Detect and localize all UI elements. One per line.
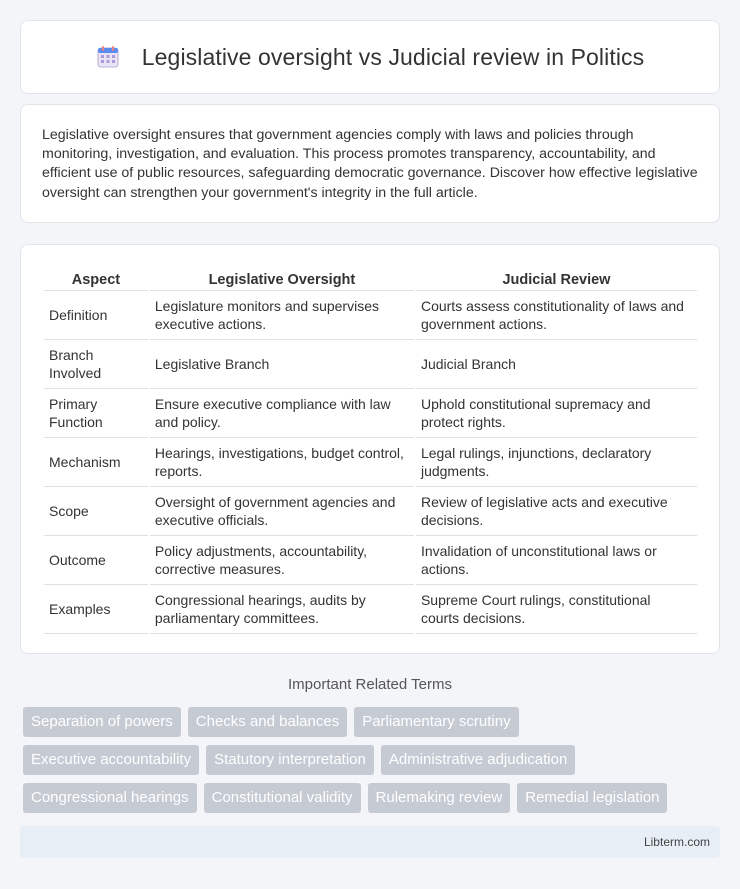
header-card [20, 20, 720, 94]
tag-administrative-adjudication[interactable]: Administrative adjudication [381, 745, 575, 775]
row-legislative-cell: Legislature monitors and supervises executive actions. [150, 291, 414, 340]
tag-congressional-hearings[interactable]: Congressional hearings [23, 783, 197, 813]
row-judicial-cell: Judicial Branch [416, 340, 697, 389]
row-aspect-cell: Definition [44, 291, 148, 340]
row-judicial-cell: Review of legislative acts and executive decisions. [416, 487, 697, 536]
row-aspect-cell: Mechanism [44, 438, 148, 487]
tag-parliamentary-scrutiny[interactable]: Parliamentary scrutiny [354, 707, 518, 737]
row-judicial-cell: Uphold constitutional supremacy and protect rights. [416, 389, 697, 438]
table-row [44, 389, 697, 438]
intro-text: Legislative oversight ensures that government agencies comply with laws and policies through monitoring, investigation, and evaluation. This process promotes transparency, accountability, and efficient use of public resources, safeguarding democratic governance. Discover how effective legislative oversight can strengthen your government's integrity in the full article. [42, 127, 698, 201]
row-legislative-cell: Hearings, investigations, budget control, reports. [150, 438, 414, 487]
row-aspect-cell: Branch Involved [44, 340, 148, 389]
row-judicial-cell: Legal rulings, injunctions, declaratory judgments. [416, 438, 697, 487]
comparison-table [42, 265, 699, 634]
row-aspect-cell: Primary Function [44, 389, 148, 438]
table-row [44, 585, 697, 634]
column-header-legislative-oversight: Legislative Oversight [150, 265, 414, 291]
tag-constitutional-validity[interactable]: Constitutional validity [204, 783, 361, 813]
tag-checks-and-balances[interactable]: Checks and balances [188, 707, 347, 737]
tag-row [23, 783, 723, 813]
tag-remedial-legislation[interactable]: Remedial legislation [517, 783, 667, 813]
row-legislative-cell: Ensure executive compliance with law and policy. [150, 389, 414, 438]
tag-row [23, 745, 723, 775]
column-header-judicial-review: Judicial Review [416, 265, 697, 291]
tag-executive-accountability[interactable]: Executive accountability [23, 745, 199, 775]
tag-statutory-interpretation[interactable]: Statutory interpretation [206, 745, 374, 775]
row-legislative-cell: Legislative Branch [150, 340, 414, 389]
tag-rulemaking-review[interactable]: Rulemaking review [368, 783, 511, 813]
table-row [44, 487, 697, 536]
related-terms [23, 707, 723, 821]
table-header-row [44, 265, 697, 291]
table-row [44, 291, 697, 340]
row-aspect-cell: Examples [44, 585, 148, 634]
calendar-icon [96, 45, 120, 69]
page-title: Legislative oversight vs Judicial review in Politics [141, 43, 645, 70]
comparison-table-card [20, 244, 720, 654]
row-legislative-cell: Oversight of government agencies and executive officials. [150, 487, 414, 536]
row-judicial-cell: Supreme Court rulings, constitutional courts decisions. [416, 585, 697, 634]
column-header-aspect: Aspect [44, 265, 148, 291]
footer-site-link[interactable]: Libterm.com [643, 835, 710, 849]
tag-row [23, 707, 723, 737]
row-aspect-cell: Scope [44, 487, 148, 536]
row-judicial-cell: Invalidation of unconstitutional laws or actions. [416, 536, 697, 585]
row-judicial-cell: Courts assess constitutionality of laws and government actions. [416, 291, 697, 340]
footer [20, 826, 720, 858]
table-row [44, 536, 697, 585]
table-row [44, 438, 697, 487]
row-legislative-cell: Policy adjustments, accountability, corrective measures. [150, 536, 414, 585]
related-terms-title: Important Related Terms [288, 676, 452, 693]
row-legislative-cell: Congressional hearings, audits by parliamentary committees. [150, 585, 414, 634]
row-aspect-cell: Outcome [44, 536, 148, 585]
tag-separation-of-powers[interactable]: Separation of powers [23, 707, 181, 737]
intro-card [20, 104, 720, 223]
table-row [44, 340, 697, 389]
